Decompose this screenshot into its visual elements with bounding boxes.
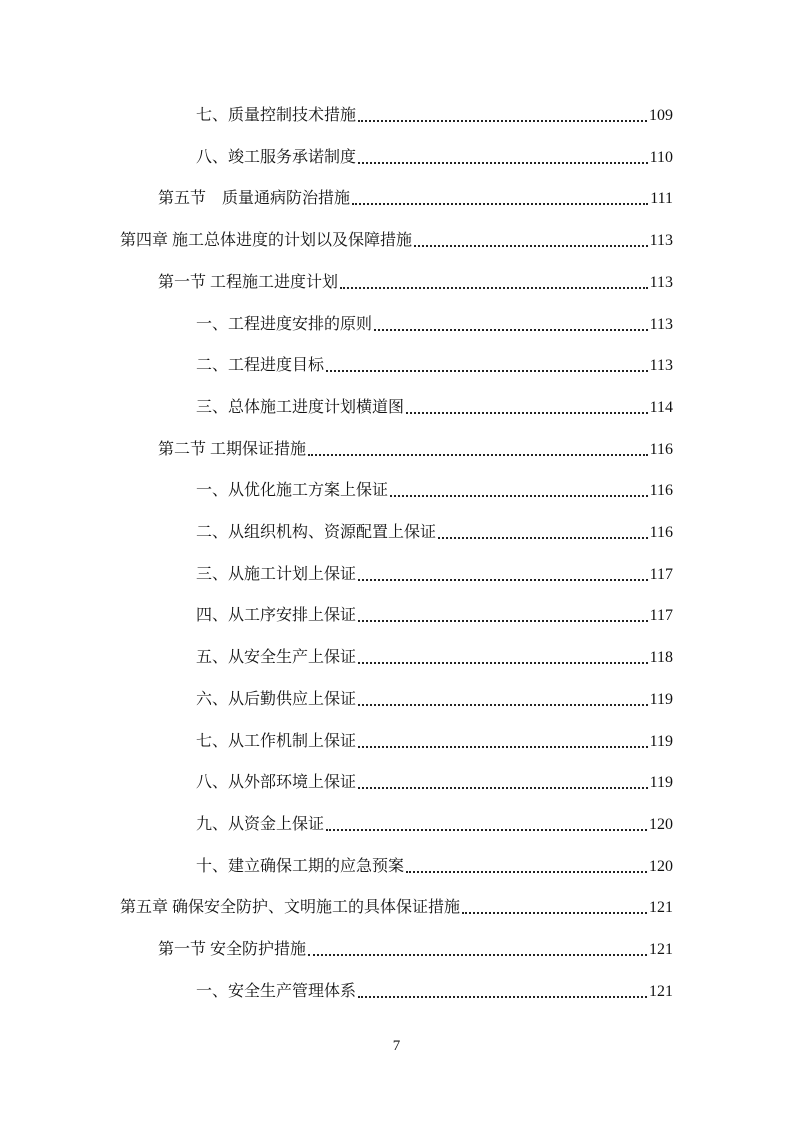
dot-leader bbox=[308, 439, 648, 461]
toc-entry[interactable] bbox=[196, 689, 673, 711]
toc-entry-page: 116 bbox=[649, 440, 673, 458]
toc-entry[interactable] bbox=[196, 814, 673, 836]
toc-entry-page: 110 bbox=[649, 148, 673, 166]
toc-entry[interactable] bbox=[196, 105, 673, 127]
toc-entry[interactable] bbox=[196, 605, 673, 627]
dot-leader bbox=[352, 188, 648, 210]
toc-entry-page: 119 bbox=[649, 690, 673, 708]
dot-leader bbox=[358, 605, 648, 627]
toc-entry-page: 116 bbox=[649, 482, 673, 500]
toc-entry[interactable] bbox=[196, 397, 673, 419]
toc-entry-title: 六、从后勤供应上保证 bbox=[196, 690, 357, 708]
toc-entry-page: 117 bbox=[649, 565, 673, 583]
toc-entry[interactable] bbox=[196, 522, 673, 544]
toc-entry[interactable] bbox=[196, 856, 673, 878]
toc-entry-page: 119 bbox=[649, 732, 673, 750]
dot-leader bbox=[406, 397, 648, 419]
toc-entry-title: 三、总体施工进度计划横道图 bbox=[196, 398, 405, 416]
dot-leader bbox=[358, 981, 647, 1003]
toc-entry-page: 121 bbox=[649, 941, 673, 958]
toc-entry-page: 118 bbox=[649, 649, 673, 667]
dot-leader bbox=[358, 147, 648, 169]
dot-leader bbox=[358, 731, 648, 753]
toc-entry-page: 109 bbox=[649, 107, 673, 124]
toc-entry[interactable] bbox=[196, 314, 673, 336]
dot-leader bbox=[374, 314, 648, 336]
toc-entry-title: 一、安全生产管理体系 bbox=[196, 982, 357, 1000]
toc-entry[interactable] bbox=[196, 147, 673, 169]
toc-entry[interactable] bbox=[196, 981, 673, 1003]
toc-entry-title: 九、从资金上保证 bbox=[196, 815, 325, 833]
toc-entry[interactable] bbox=[158, 439, 673, 461]
toc-entry-title: 第一节 安全防护措施 bbox=[158, 941, 307, 958]
dot-leader bbox=[438, 522, 648, 544]
toc-entry-title: 一、从优化施工方案上保证 bbox=[196, 482, 389, 500]
toc-entry-page: 113 bbox=[649, 315, 673, 333]
toc-entry-page: 113 bbox=[649, 357, 673, 375]
dot-leader bbox=[326, 814, 647, 836]
toc-entry[interactable] bbox=[158, 939, 673, 961]
dot-leader bbox=[414, 230, 648, 252]
dot-leader bbox=[462, 897, 647, 919]
toc-entry[interactable] bbox=[158, 188, 673, 210]
dot-leader bbox=[340, 272, 648, 294]
toc-entry-title: 五、从安全生产上保证 bbox=[196, 649, 357, 667]
toc-entry-title: 八、竣工服务承诺制度 bbox=[196, 148, 357, 166]
toc-entry[interactable] bbox=[120, 230, 673, 252]
toc-entry-page: 120 bbox=[649, 815, 673, 833]
dot-leader bbox=[326, 355, 648, 377]
toc-entry-page: 111 bbox=[650, 190, 673, 208]
toc-entry-page: 119 bbox=[649, 774, 673, 792]
toc-entry-page: 121 bbox=[649, 899, 673, 917]
toc-entry-title: 第一节 工程施工进度计划 bbox=[158, 273, 339, 291]
toc-entry[interactable] bbox=[196, 647, 673, 669]
toc-entry[interactable] bbox=[196, 564, 673, 586]
toc-entry[interactable] bbox=[196, 480, 673, 502]
dot-leader bbox=[406, 856, 647, 878]
toc-entry-title: 十、建立确保工期的应急预案 bbox=[196, 857, 405, 875]
toc-entry-title: 八、从外部环境上保证 bbox=[196, 774, 357, 792]
toc-entry[interactable] bbox=[196, 731, 673, 753]
toc-entry-title: 第五章 确保安全防护、文明施工的具体保证措施 bbox=[120, 899, 461, 917]
dot-leader bbox=[358, 564, 648, 586]
page-number: 7 bbox=[392, 1038, 401, 1054]
toc-entry-title: 第五节 质量通病防治措施 bbox=[158, 190, 351, 208]
toc-entry-title: 三、从施工计划上保证 bbox=[196, 565, 357, 583]
toc-entry[interactable] bbox=[120, 897, 673, 919]
dot-leader bbox=[358, 689, 648, 711]
toc-entry-page: 120 bbox=[649, 857, 673, 875]
dot-leader bbox=[358, 647, 648, 669]
toc-entry-title: 第二节 工期保证措施 bbox=[158, 440, 307, 458]
dot-leader bbox=[308, 939, 647, 961]
toc-entry-page: 113 bbox=[649, 273, 673, 291]
dot-leader bbox=[390, 480, 648, 502]
toc-entry-page: 117 bbox=[649, 607, 673, 625]
toc-entry-page: 121 bbox=[649, 982, 673, 1000]
toc-entry-page: 114 bbox=[649, 398, 673, 416]
toc-entry-title: 二、从组织机构、资源配置上保证 bbox=[196, 524, 437, 541]
toc-entry[interactable] bbox=[158, 272, 673, 294]
toc-entry[interactable] bbox=[196, 355, 673, 377]
toc-entry-title: 七、从工作机制上保证 bbox=[196, 732, 357, 750]
dot-leader bbox=[358, 772, 648, 794]
toc-entry[interactable] bbox=[196, 772, 673, 794]
toc-entry-page: 116 bbox=[649, 524, 673, 541]
toc-entry-title: 一、工程进度安排的原则 bbox=[196, 315, 373, 333]
toc-entry-title: 四、从工序安排上保证 bbox=[196, 607, 357, 625]
toc-entry-title: 二、工程进度目标 bbox=[196, 357, 325, 375]
toc-entry-page: 113 bbox=[649, 232, 673, 250]
toc-entry-title: 七、质量控制技术措施 bbox=[196, 107, 357, 124]
dot-leader bbox=[358, 105, 647, 127]
toc-entry-title: 第四章 施工总体进度的计划以及保障措施 bbox=[120, 232, 413, 250]
